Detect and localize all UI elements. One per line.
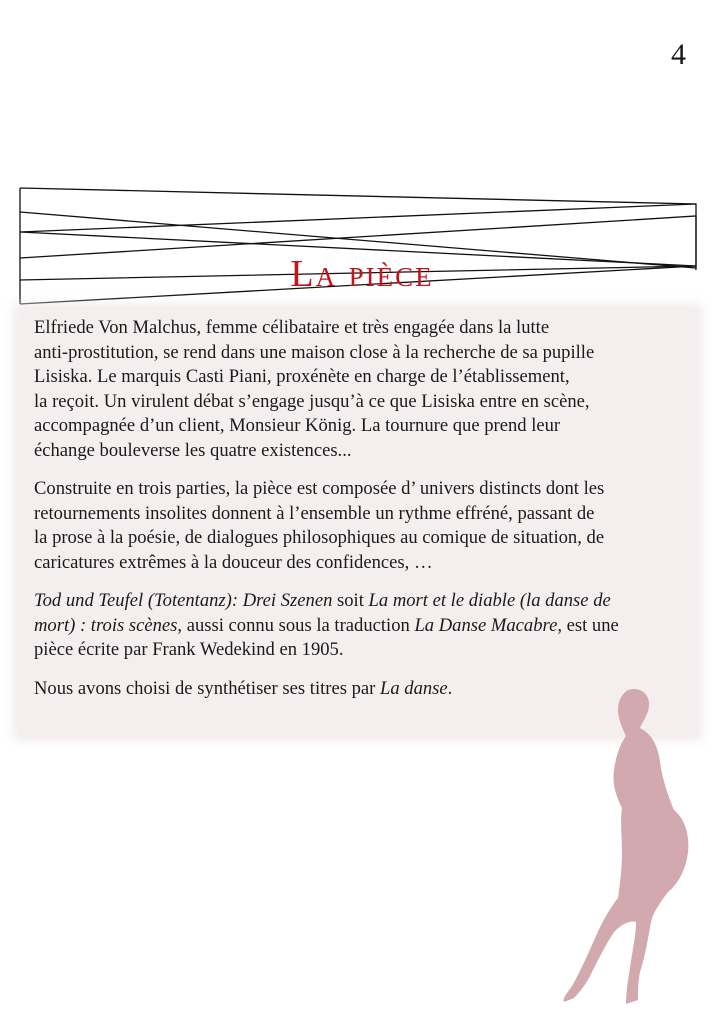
dancer-silhouette-icon [556,686,706,1016]
page-title: La pièce [290,253,434,296]
text-line: pièce écrite par Frank Wedekind en 1905. [34,639,344,660]
text-line: Lisiska. Le marquis Casti Piani, proxénète en charge de l’établissement, [34,366,570,387]
french-title-end: mort) : trois scènes [34,614,178,636]
text-fragment: est une [561,614,619,636]
paragraph-synopsis [34,316,694,463]
paragraph-structure [34,477,694,575]
text-fragment: soit [332,590,369,611]
synopsis-box [18,308,698,736]
text-fragment: Nous avons choisi de synthétiser ses titres par [34,677,380,699]
text-line: caricatures extrêmes à la douceur des confidences, … [34,551,433,573]
text-fragment: , aussi connu sous la traduction [177,614,415,636]
text-line: la prose à la poésie, de dialogues philosophiques au comique de situation, de [34,527,605,548]
short-title: La danse [380,677,448,699]
paragraph-titles [34,589,694,663]
text-line: anti-prostitution, se rend dans une maison close à la recherche de sa pupille [34,341,595,363]
alt-title: La Danse Macabre, [414,614,562,636]
page-number: 4 [671,38,686,71]
text-line: Elfriede Von Malchus, femme célibataire et très engagée dans la lutte [34,317,550,338]
text-line: la reçoit. Un virulent débat s’engage jusqu’à ce que Lisiska entre en scène, [34,390,590,412]
french-title: La mort et le diable (la danse de [368,590,611,611]
banner-diagonal-1 [20,204,696,232]
text-fragment: . [447,677,453,699]
text-line: accompagnée d’un client, Monsieur König. La tournure que prend leur [34,415,561,436]
text-line: Construite en trois parties, la pièce est composée d’ univers distincts dont les [34,478,605,499]
text-line: retournements insolites donnent à l’ensemble un rythme effréné, passant de [34,502,595,524]
german-title: Tod und Teufel (Totentanz): Drei Szenen [34,590,333,611]
text-line: échange bouleverse les quatre existences... [34,439,352,461]
